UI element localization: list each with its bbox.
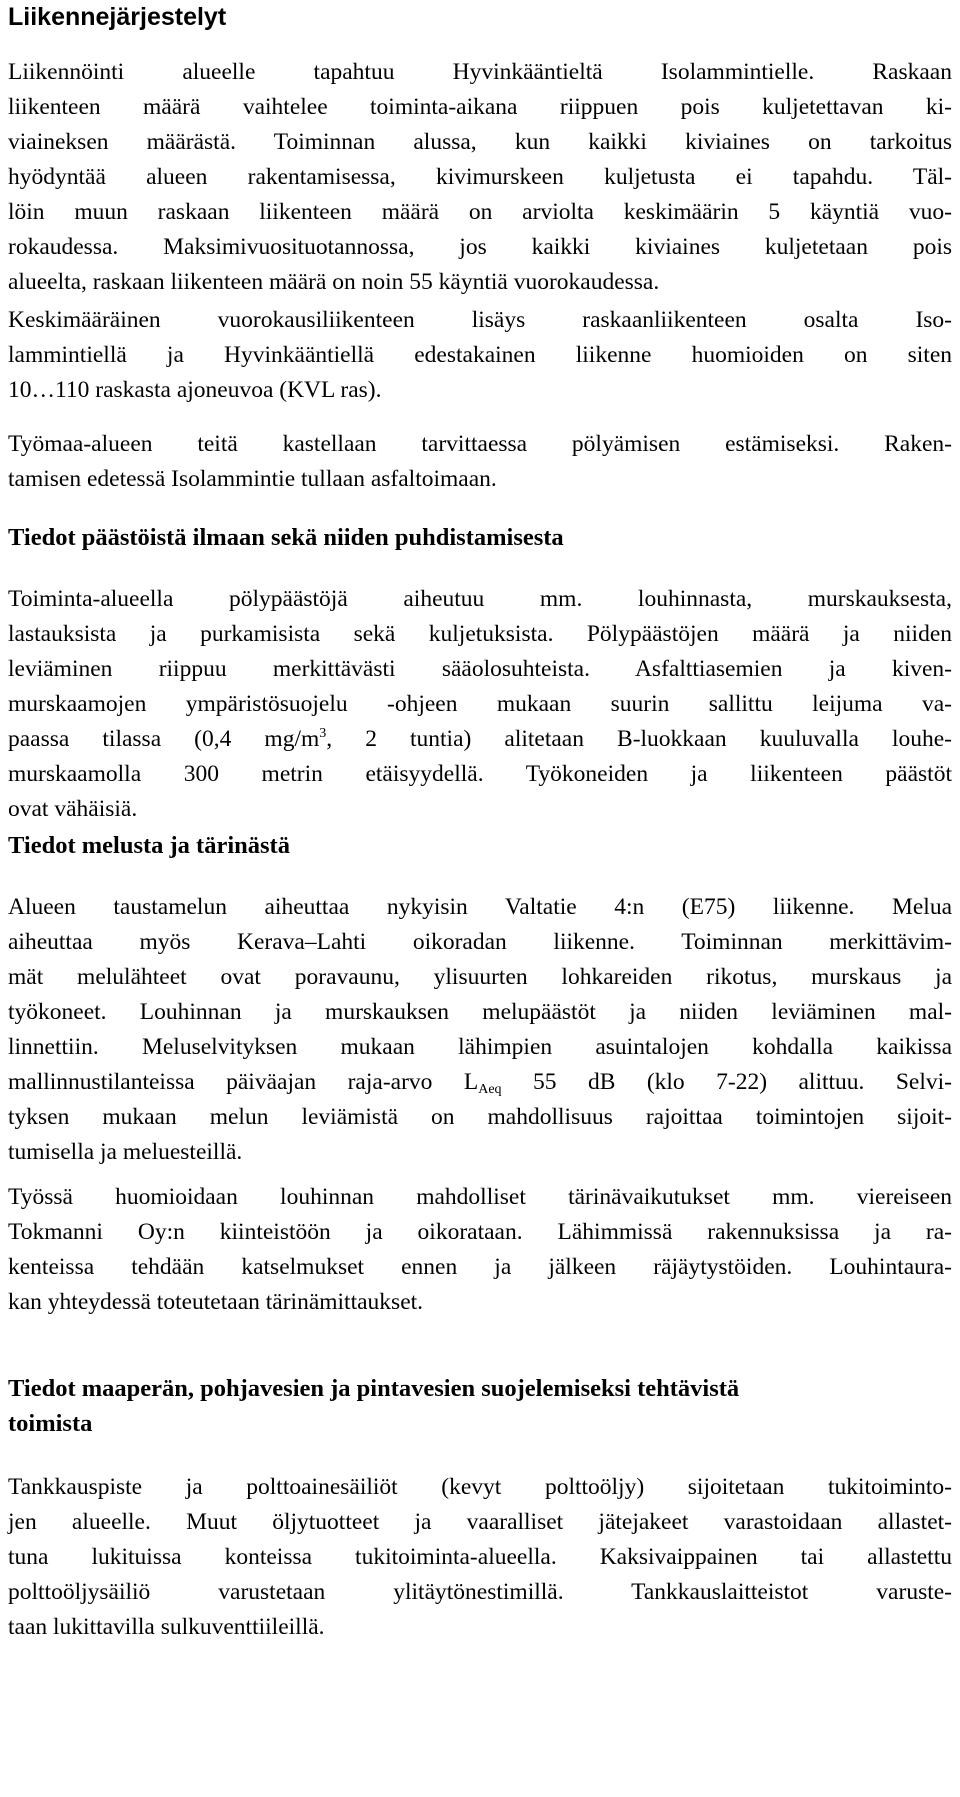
paragraph-vibration	[8, 1180, 952, 1320]
text-line: tumisella ja meluesteillä.	[8, 1139, 243, 1165]
text-line: Keskimääräinen vuorokausiliikenteen lisäys raskaanliikenteen osalta Iso-	[8, 307, 952, 333]
heading-line: Tiedot maaperän, pohjavesien ja pintavesien suojelemiseksi tehtävistä	[8, 1375, 740, 1402]
text-line: liikenteen määrä vaihtelee toiminta-aikana riippuen pois kuljetettavan ki-	[8, 94, 952, 120]
paragraph-traffic-increase	[8, 303, 952, 408]
text-line: murskaamolla 300 metrin etäisyydellä. Työkoneiden ja liikenteen päästöt	[8, 761, 952, 787]
section-title-traffic: Liikennejärjestelyt	[8, 3, 227, 31]
text-line: murskaamojen ympäristösuojelu -ohjeen mukaan suurin sallittu leijuma va-	[8, 691, 952, 717]
text-line: kenteissa tehdään katselmukset ennen ja jälkeen räjäytystöiden. Louhintaura-	[8, 1254, 952, 1280]
text-line: löin muun raskaan liikenteen määrä on arviolta keskimäärin 5 käyntiä vuo-	[8, 199, 952, 225]
section-title-soil-water-protection	[8, 1371, 952, 1441]
paragraph-dust-emissions	[8, 582, 952, 827]
text-line: alueelta, raskaan liikenteen määrä on noin 55 käyntiä vuorokaudessa.	[8, 269, 660, 295]
text-line: aiheuttaa myös Kerava–Lahti oikoradan liikenne. Toiminnan merkittävim-	[8, 929, 952, 955]
text-line: taan lukittavilla sulkuventtiileillä.	[8, 1614, 325, 1640]
text-line: lastauksista ja purkamisista sekä kuljetuksista. Pölypäästöjen määrä ja niiden	[8, 621, 952, 647]
text-line: hyödyntää alueen rakentamisessa, kivimurskeen kuljetusta ei tapahdu. Täl-	[8, 164, 952, 190]
paragraph-road-watering	[8, 427, 952, 497]
text-line: Liikennöinti alueelle tapahtuu Hyvinkääntieltä Isolammintielle. Raskaan	[8, 59, 952, 85]
paragraph-noise	[8, 890, 952, 1170]
section-title-noise-vibration: Tiedot melusta ja tärinästä	[8, 832, 290, 859]
text-line: Tankkauspiste ja polttoainesäiliöt (kevyt polttoöljy) sijoitetaan tukitoiminto-	[8, 1474, 952, 1500]
paragraph-traffic-routes	[8, 55, 952, 300]
text-line: linnettiin. Meluselvityksen mukaan lähimpien asuintalojen kohdalla kaikissa	[8, 1034, 952, 1060]
text-line: tuna lukituissa konteissa tukitoiminta-alueella. Kaksivaippainen tai allastettu	[8, 1544, 952, 1570]
text-line: viaineksen määrästä. Toiminnan alussa, kun kaikki kiviaines on tarkoitus	[8, 129, 952, 155]
section-title-air-emissions: Tiedot päästöistä ilmaan sekä niiden puhdistamisesta	[8, 524, 564, 551]
text-line: jen alueelle. Muut öljytuotteet ja vaaralliset jätejakeet varastoidaan allastet-	[8, 1509, 952, 1535]
text-line: kan yhteydessä toteutetaan tärinämittaukset.	[8, 1289, 424, 1315]
paragraph-fuel-storage	[8, 1470, 952, 1645]
text-line: mät melulähteet ovat poravaunu, ylisuurten lohkareiden rikotus, murskaus ja	[8, 964, 952, 990]
text-line: tamisen edetessä Isolammintie tullaan asfaltoimaan.	[8, 466, 497, 492]
text-line: lammintiellä ja Hyvinkääntiellä edestakainen liikenne huomioiden on siten	[8, 342, 952, 368]
text-line: Työssä huomioidaan louhinnan mahdolliset tärinävaikutukset mm. viereiseen	[8, 1184, 952, 1210]
text-line: rokaudessa. Maksimivuosituotannossa, jos kaikki kiviaines kuljetetaan pois	[8, 234, 952, 260]
text-line: Alueen taustamelun aiheuttaa nykyisin Valtatie 4:n (E75) liikenne. Melua	[8, 894, 952, 920]
text-line: Toiminta-alueella pölypäästöjä aiheutuu mm. louhinnasta, murskauksesta,	[8, 586, 952, 612]
text-line: työkoneet. Louhinnan ja murskauksen melupäästöt ja niiden leviäminen mal-	[8, 999, 952, 1025]
text-line: Tokmanni Oy:n kiinteistöön ja oikorataan. Lähimmissä rakennuksissa ja ra-	[8, 1219, 952, 1245]
text-line: tyksen mukaan melun leviämistä on mahdollisuus rajoittaa toimintojen sijoit-	[8, 1104, 952, 1130]
text-line: paassa tilassa (0,4 $mg/m^3$, 2 tuntia) alitetaan B-luokkaan kuuluvalla louhe-	[8, 726, 952, 752]
text-line: 10…110 raskasta ajoneuvoa (KVL ras).	[8, 377, 382, 403]
text-line: Työmaa-alueen teitä kastellaan tarvittaessa pölyämisen estämiseksi. Raken-	[8, 431, 952, 457]
heading-line: toimista	[8, 1410, 93, 1437]
text-line: leviäminen riippuu merkittävästi sääolosuhteista. Asfalttiasemien ja kiven-	[8, 656, 952, 682]
text-line: polttoöljysäiliö varustetaan ylitäytönestimillä. Tankkauslaitteistot varuste-	[8, 1579, 952, 1605]
text-line: mallinnustilanteissa päiväajan raja-arvo $L_{Aeq}$ 55 dB (klo 7-22) alittuu. Selvi-	[8, 1069, 952, 1097]
text-line: ovat vähäisiä.	[8, 796, 138, 822]
